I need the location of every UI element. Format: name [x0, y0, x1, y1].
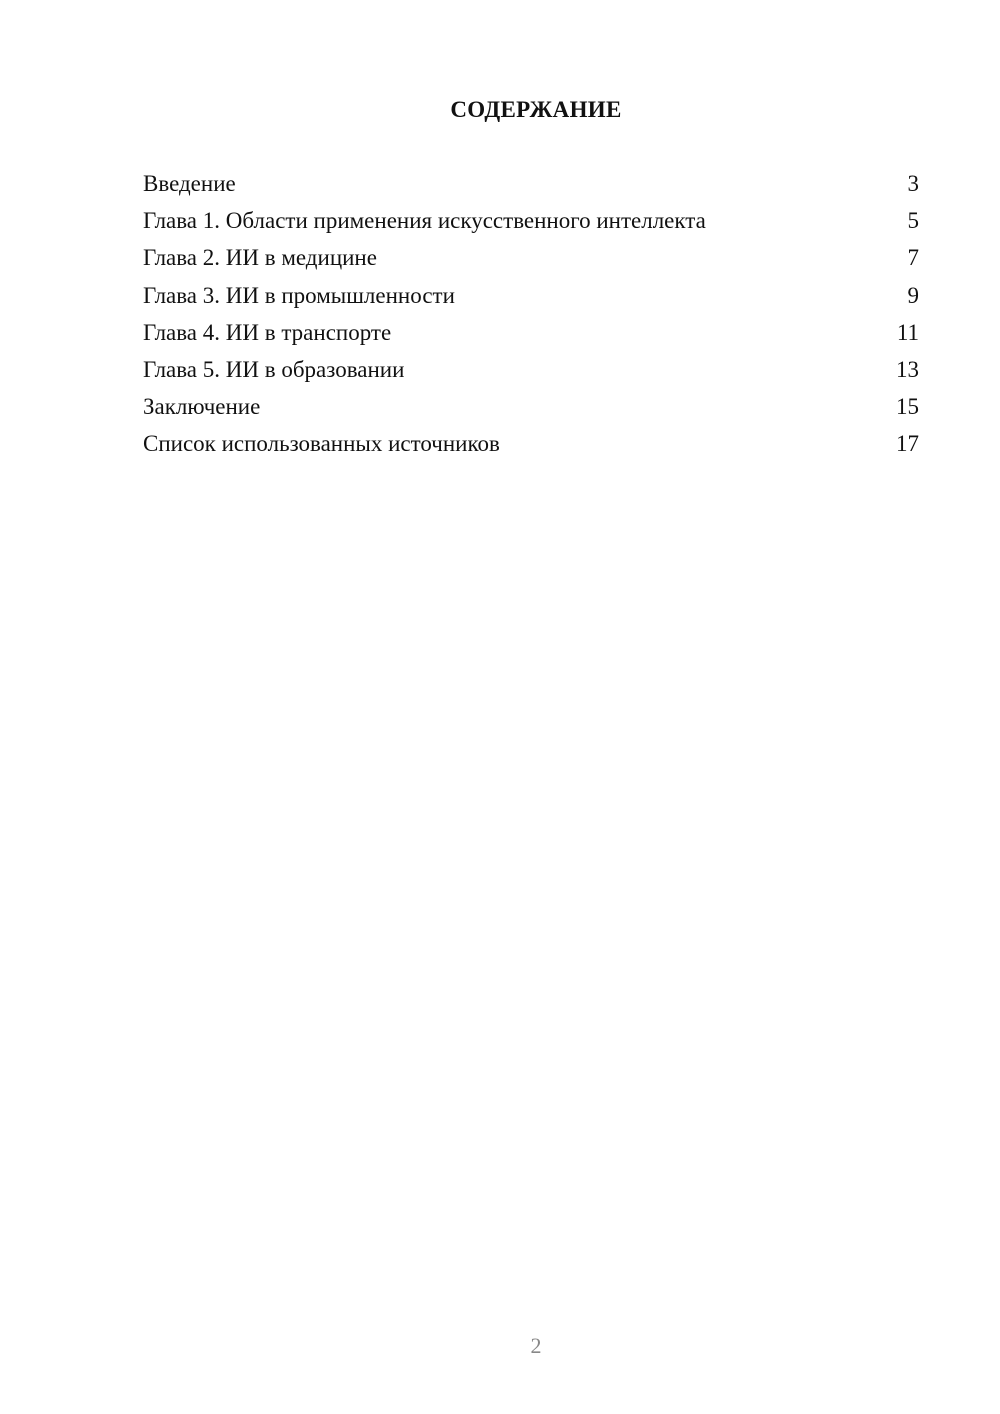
table-of-contents: [143, 168, 919, 466]
toc-entry-page: 15: [896, 394, 919, 420]
toc-entry-page: 17: [896, 431, 919, 457]
toc-entry-chapter-5: [143, 354, 919, 391]
toc-entry-chapter-1: [143, 205, 919, 242]
toc-entry-page: 11: [896, 319, 919, 345]
toc-entry-chapter-2: [143, 242, 919, 279]
page-number: 2: [530, 1333, 542, 1358]
toc-entry-title: Глава 5. ИИ в образовании: [143, 356, 405, 382]
toc-entry-page: 3: [907, 171, 919, 196]
toc-entry-title: Глава 4. ИИ в транспорте: [143, 319, 392, 345]
toc-entry-page: 13: [896, 356, 919, 382]
toc-entry-conclusion: [143, 391, 919, 428]
toc-entry-title: Введение: [143, 171, 236, 196]
toc-entry-page: 9: [907, 282, 919, 308]
toc-entry-introduction: [143, 168, 919, 205]
toc-entry-title: Глава 3. ИИ в промышленности: [143, 282, 455, 308]
page-title: СОДЕРЖАНИЕ: [450, 97, 622, 122]
toc-entry-page: 5: [907, 208, 919, 234]
toc-entry-title: Глава 1. Области применения искусственного интеллекта: [143, 208, 706, 234]
toc-entry-chapter-3: [143, 280, 919, 317]
toc-entry-title: Глава 2. ИИ в медицине: [143, 245, 377, 271]
toc-entry-title: Список использованных источников: [143, 431, 500, 457]
toc-entry-title: Заключение: [143, 394, 261, 420]
toc-entry-page: 7: [907, 245, 919, 271]
toc-entry-references: [143, 428, 919, 465]
toc-entry-chapter-4: [143, 317, 919, 354]
